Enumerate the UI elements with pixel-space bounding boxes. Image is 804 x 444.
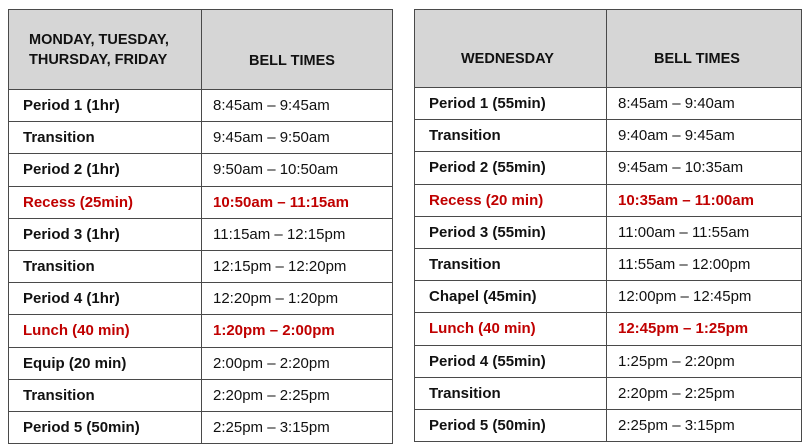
table-row bbox=[9, 90, 393, 122]
time-cell: 8:45am – 9:40am bbox=[607, 88, 802, 120]
table-row bbox=[9, 186, 393, 218]
period-cell: Period 4 (1hr) bbox=[9, 283, 202, 315]
days-header-line1: MONDAY, TUESDAY, bbox=[29, 31, 169, 48]
table-row bbox=[9, 347, 393, 379]
period-cell: Recess (25min) bbox=[9, 186, 202, 218]
time-cell: 9:40am – 9:45am bbox=[607, 120, 802, 152]
table-row bbox=[9, 283, 393, 315]
period-cell: Transition bbox=[9, 122, 202, 154]
table-row bbox=[9, 122, 393, 154]
table-row bbox=[415, 216, 802, 248]
table-row bbox=[9, 379, 393, 411]
period-cell: Period 2 (1hr) bbox=[9, 154, 202, 186]
table-row bbox=[415, 281, 802, 313]
period-cell: Recess (20 min) bbox=[415, 184, 607, 216]
time-cell: 12:45pm – 1:25pm bbox=[607, 313, 802, 345]
wednesday-schedule-table bbox=[414, 9, 802, 442]
table-row bbox=[415, 377, 802, 409]
table-row bbox=[415, 313, 802, 345]
table-row bbox=[9, 250, 393, 282]
table-gap bbox=[392, 9, 414, 298]
schedule-rows bbox=[9, 90, 393, 444]
table-row bbox=[415, 345, 802, 377]
period-cell: Transition bbox=[9, 250, 202, 282]
table-row bbox=[415, 409, 802, 441]
table-row bbox=[415, 152, 802, 184]
period-cell: Period 5 (50min) bbox=[9, 411, 202, 443]
time-cell: 2:25pm – 3:15pm bbox=[202, 411, 393, 443]
time-cell: 11:00am – 11:55am bbox=[607, 216, 802, 248]
period-cell: Period 1 (1hr) bbox=[9, 90, 202, 122]
time-cell: 1:25pm – 2:20pm bbox=[607, 345, 802, 377]
time-cell: 10:35am – 11:00am bbox=[607, 184, 802, 216]
table-row bbox=[415, 184, 802, 216]
time-cell: 1:20pm – 2:00pm bbox=[202, 315, 393, 347]
table-row bbox=[9, 315, 393, 347]
days-header-line2: THURSDAY, FRIDAY bbox=[29, 51, 168, 68]
period-cell: Period 3 (55min) bbox=[415, 216, 607, 248]
period-cell: Transition bbox=[415, 377, 607, 409]
time-cell: 9:45am – 9:50am bbox=[202, 122, 393, 154]
table-row bbox=[415, 248, 802, 280]
time-cell: 12:15pm – 12:20pm bbox=[202, 250, 393, 282]
period-cell: Equip (20 min) bbox=[9, 347, 202, 379]
table-row bbox=[9, 218, 393, 250]
table-header-row bbox=[9, 10, 393, 90]
period-cell: Lunch (40 min) bbox=[9, 315, 202, 347]
period-cell: Period 3 (1hr) bbox=[9, 218, 202, 250]
table-row bbox=[415, 88, 802, 120]
time-cell: 2:00pm – 2:20pm bbox=[202, 347, 393, 379]
time-cell: 9:50am – 10:50am bbox=[202, 154, 393, 186]
bell-times-header: BELL TIMES bbox=[607, 10, 802, 88]
time-cell: 11:15am – 12:15pm bbox=[202, 218, 393, 250]
table-row bbox=[9, 154, 393, 186]
bell-times-header: BELL TIMES bbox=[202, 10, 393, 90]
time-cell: 11:55am – 12:00pm bbox=[607, 248, 802, 280]
period-cell: Transition bbox=[415, 120, 607, 152]
days-header bbox=[9, 10, 202, 90]
period-cell: Lunch (40 min) bbox=[415, 313, 607, 345]
period-cell: Chapel (45min) bbox=[415, 281, 607, 313]
time-cell: 2:25pm – 3:15pm bbox=[607, 409, 802, 441]
mon-tue-thu-fri-schedule-table bbox=[8, 9, 393, 444]
time-cell: 12:00pm – 12:45pm bbox=[607, 281, 802, 313]
days-header: WEDNESDAY bbox=[415, 10, 607, 88]
time-cell: 2:20pm – 2:25pm bbox=[202, 379, 393, 411]
period-cell: Period 5 (50min) bbox=[415, 409, 607, 441]
period-cell: Transition bbox=[415, 248, 607, 280]
schedule-rows bbox=[415, 88, 802, 442]
time-cell: 8:45am – 9:45am bbox=[202, 90, 393, 122]
period-cell: Period 2 (55min) bbox=[415, 152, 607, 184]
table-header-row bbox=[415, 10, 802, 88]
time-cell: 9:45am – 10:35am bbox=[607, 152, 802, 184]
time-cell: 2:20pm – 2:25pm bbox=[607, 377, 802, 409]
table-row bbox=[9, 411, 393, 443]
time-cell: 12:20pm – 1:20pm bbox=[202, 283, 393, 315]
period-cell: Period 1 (55min) bbox=[415, 88, 607, 120]
table-row bbox=[415, 120, 802, 152]
time-cell: 10:50am – 11:15am bbox=[202, 186, 393, 218]
period-cell: Transition bbox=[9, 379, 202, 411]
period-cell: Period 4 (55min) bbox=[415, 345, 607, 377]
